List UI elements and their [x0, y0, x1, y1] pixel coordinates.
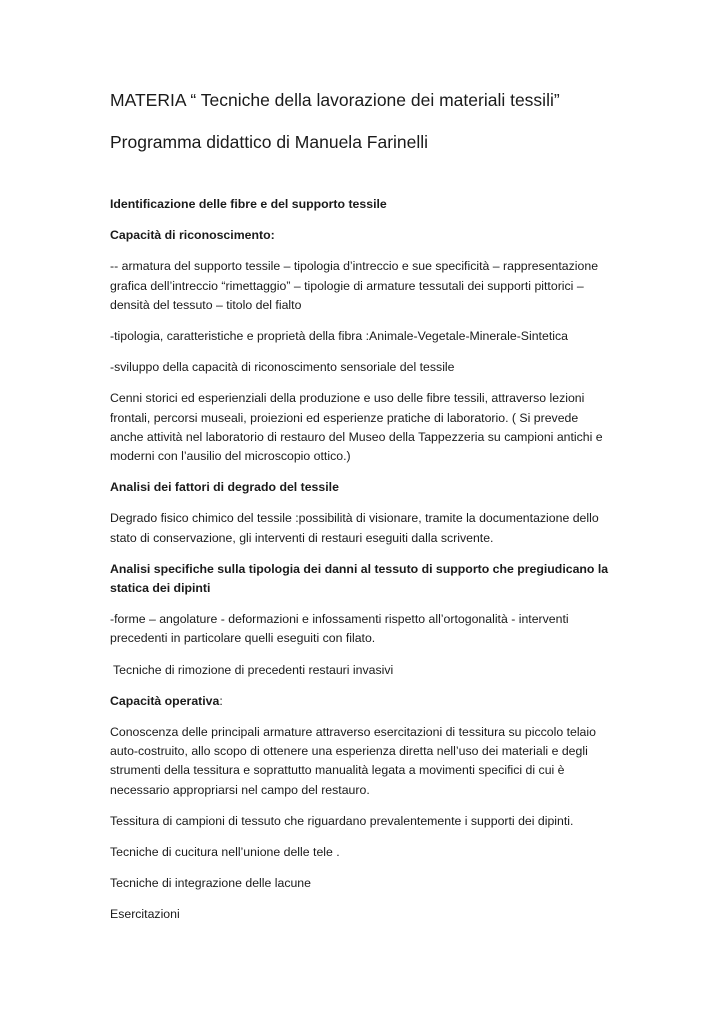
- program-subtitle: Programma didattico di Manuela Farinelli: [110, 132, 429, 152]
- paragraph-sample-weaving: Tessitura di campioni di tessuto che riguardano prevalentemente i supporti dei dipinti.: [110, 813, 574, 828]
- document-title: MATERIA “ Tecniche della lavorazione dei materiali tessili”: [110, 90, 560, 110]
- paragraph-loom-exercises: Conoscenza delle principali armature attraverso esercitazioni di tessitura su piccolo telaio auto-costruito, allo scopo di ottenere una esperienza diretta nell’uso dei materiali e degli strumenti della tessitura e soprattutto manualità legata a movimenti specifici di cui è necessario appropriarsi nel campo del restauro.: [110, 725, 596, 797]
- paragraph-gap-integration: Tecniche di integrazione delle lacune: [110, 876, 311, 891]
- paragraph-historical-notes: Cenni storici ed esperienziali della produzione e uso delle fibre tessili, attraverso lezioni frontali, percorsi museali, proiezioni ed esperienze pratiche di laboratorio. ( Si prevede anche attività nel laboratorio di restauro del Museo della Tappezzeria su campioni antichi e moderni con l’ausilio del microscopio ottico.): [110, 391, 603, 464]
- paragraph-exercises: Esercitazioni: [110, 907, 180, 922]
- section-heading-recognition: Capacità di riconoscimento:: [110, 228, 275, 243]
- section-heading-damage-analysis: Analisi specifiche sulla tipologia dei danni al tessuto di supporto che pregiudicano la statica dei dipinti: [110, 561, 609, 596]
- section-heading-degradation: Analisi dei fattori di degrado del tessile: [110, 480, 339, 495]
- paragraph-sewing-techniques: Tecniche di cucitura nell’unione delle tele .: [110, 845, 340, 860]
- document-body: [110, 88, 615, 937]
- operative-capacity-colon: :: [219, 693, 223, 708]
- paragraph-weave-structure: -- armatura del supporto tessile – tipologia d’intreccio e sue specificità – rappresentazione grafica dell’intreccio “rimettaggio” – tipologie di armature tessutali dei supporti pittorici – densità del tessuto – titolo del fialto: [110, 259, 599, 312]
- paragraph-sensory-recognition: -sviluppo della capacità di riconoscimento sensoriale del tessile: [110, 360, 455, 375]
- paragraph-operative-capacity: [110, 692, 615, 711]
- section-heading-fiber-identification: Identificazione delle fibre e del supporto tessile: [110, 197, 387, 211]
- paragraph-removal-techniques: Tecniche di rimozione di precedenti restauri invasivi: [113, 662, 394, 677]
- paragraph-fiber-types: -tipologia, caratteristiche e proprietà della fibra :Animale-Vegetale-Minerale-Sintetica: [110, 329, 568, 344]
- paragraph-degradation: Degrado fisico chimico del tessile :possibilità di visionare, tramite la documentazione dello stato di conservazione, gli interventi di restauri eseguiti dalla scrivente.: [110, 511, 599, 545]
- operative-capacity-label: Capacità operativa: [110, 693, 220, 708]
- paragraph-deformations: -forme – angolature - deformazioni e infossamenti rispetto all’ortogonalità - interventi precedenti in particolare quelli eseguiti con filato.: [110, 612, 569, 646]
